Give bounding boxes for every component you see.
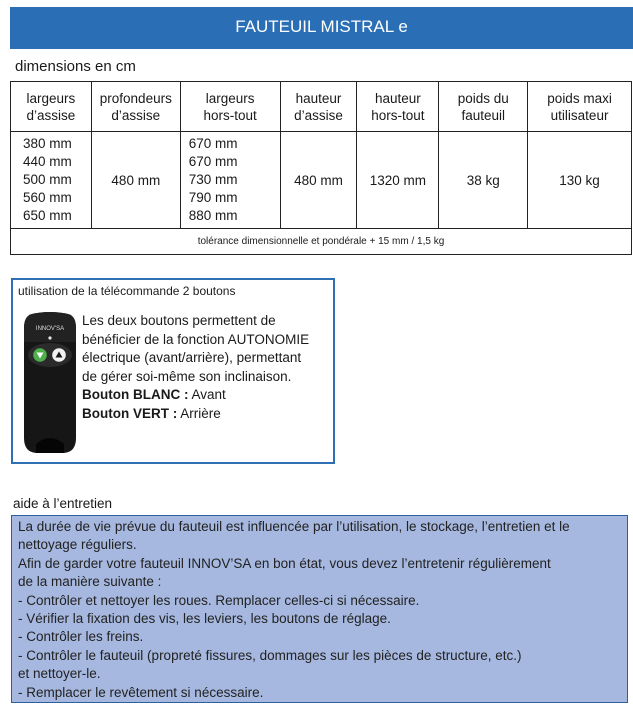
remote-control-image — [22, 312, 78, 454]
dimensions-table — [10, 81, 632, 255]
seat-widths-cell: 380 mm 440 mm 500 mm 560 mm 650 mm — [11, 132, 92, 229]
green-button-line: Bouton VERT : Arrière — [82, 405, 221, 421]
remote-title: utilisation de la télécommande 2 boutons — [18, 284, 236, 298]
header-chair-weight: poids du fauteuil — [439, 82, 528, 132]
header-seat-depth: profondeurs d’assise — [91, 82, 180, 132]
remote-brand-logo: INNOV'SA — [35, 326, 65, 332]
header-seat-height: hauteur d’assise — [280, 82, 357, 132]
white-button-line: Bouton BLANC : Avant — [82, 387, 226, 402]
header-max-user-weight: poids maxi utilisateur — [528, 82, 632, 132]
list-item: - Vérifier la fixation des vis, les leviers, les boutons de réglage. — [18, 611, 391, 627]
header-seat-width: largeurs d’assise — [11, 82, 92, 132]
seat-depth-cell: 480 mm — [91, 132, 180, 229]
page-title: FAUTEUIL MISTRAL e — [10, 7, 633, 49]
remote-led-icon — [48, 336, 51, 339]
list-item: et nettoyer-le. — [18, 666, 101, 682]
tolerance-note: tolérance dimensionnelle et pondérale + 15 mm / 1,5 kg — [11, 229, 632, 255]
list-item: - Contrôler et nettoyer les roues. Remplacer celles-ci si nécessaire. — [18, 592, 420, 608]
header-overall-width: largeurs hors-tout — [180, 82, 280, 132]
tolerance-row — [11, 229, 632, 255]
list-item: - Contrôler le fauteuil (propreté fissures, dommages sur les pièces de structure, etc.) — [18, 647, 522, 663]
list-item: - Contrôler les freins. — [18, 629, 144, 645]
table-row — [11, 132, 632, 229]
chair-weight-cell: 38 kg — [439, 132, 528, 229]
table-header-row — [11, 82, 632, 132]
maintenance-box: La durée de vie prévue du fauteuil est influencée par l’utilisation, le stockage, l’entretien et le nettoyage réguliers. Afin de garder votre fauteuil INNOV’SA en bon état, vous devez l’entretenir régulièrement de la manière suivante : - Contrôler et nettoyer les roues. Remplacer celles-ci si nécessaire. - Vérifier la fixation des vis, les leviers, les boutons de réglage. - Contrôler les freins. - Contrôler le fauteuil (propreté fissures, dommages sur les pièces de structure, etc.) et nettoyer-le. - Remplacer le revêtement si nécessaire. — [11, 515, 628, 703]
header-overall-height: hauteur hors-tout — [357, 82, 439, 132]
dimensions-label: dimensions en cm — [15, 58, 136, 75]
overall-height-cell: 1320 mm — [357, 132, 439, 229]
seat-height-cell: 480 mm — [280, 132, 357, 229]
maintenance-label: aide à l’entretien — [13, 496, 113, 511]
remote-description: Les deux boutons permettent de bénéficier de la fonction AUTONOMIE électrique (avant/arrière), permettant de gérer soi-même son inclinaison. Bouton BLANC : Avant Bouton VERT : Arrière — [82, 312, 334, 423]
remote-section — [11, 278, 335, 464]
max-user-weight-cell: 130 kg — [528, 132, 632, 229]
overall-widths-cell: 670 mm 670 mm 730 mm 790 mm 880 mm — [180, 132, 280, 229]
list-item: - Remplacer le revêtement si nécessaire. — [18, 684, 264, 700]
